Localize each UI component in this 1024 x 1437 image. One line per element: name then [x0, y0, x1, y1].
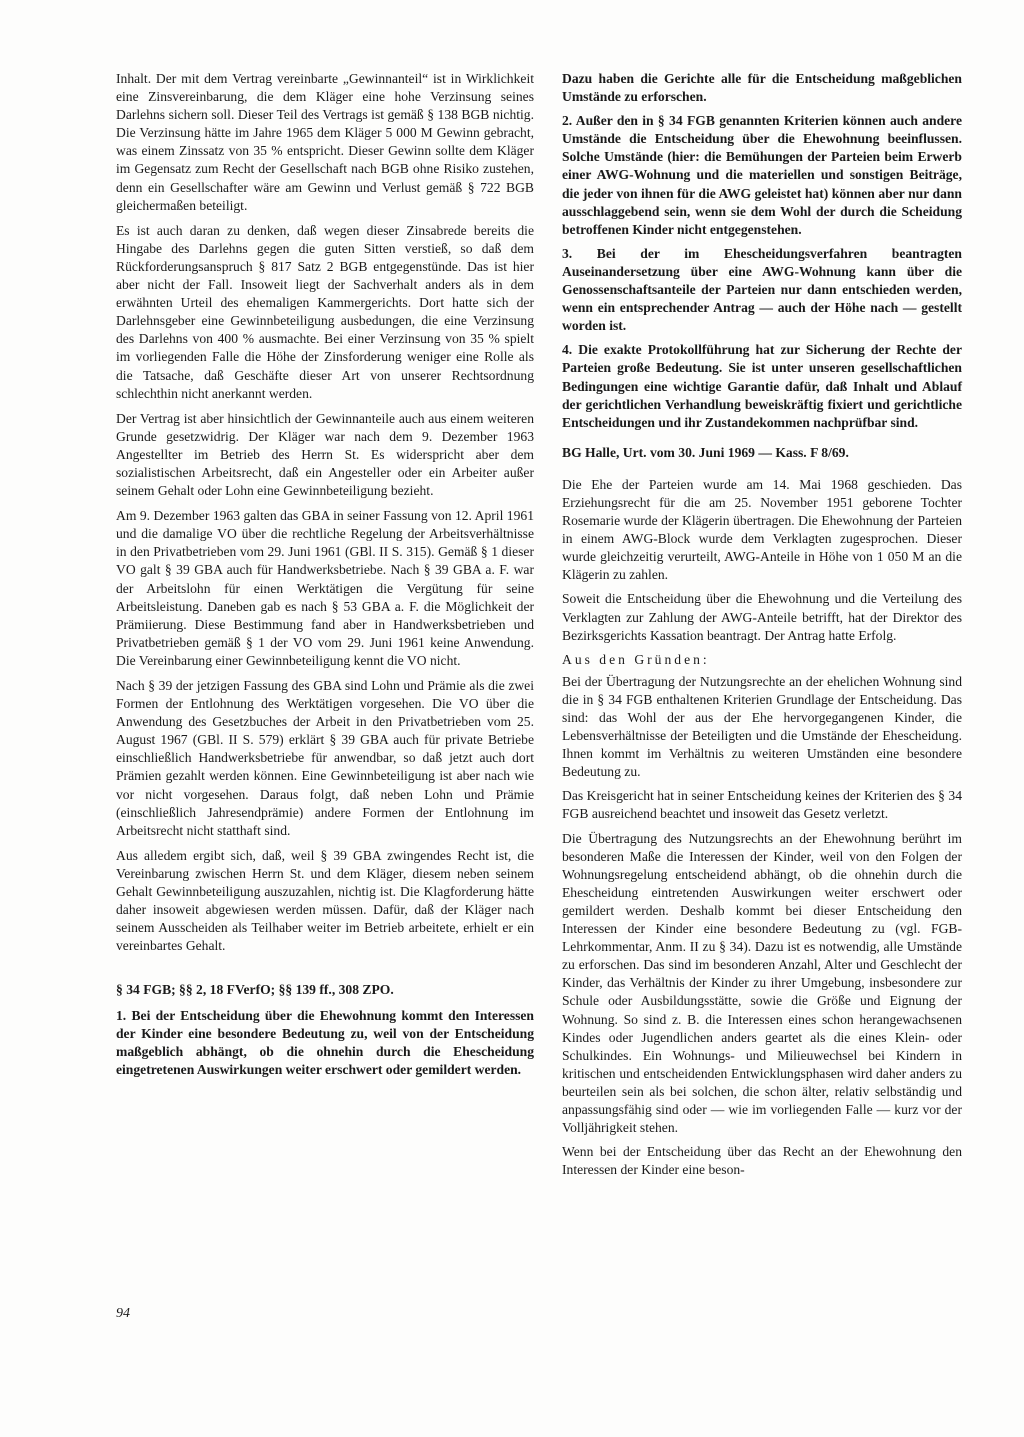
page-number: 94 — [116, 1306, 130, 1321]
section-heading: § 34 FGB; §§ 2, 18 FVerfO; §§ 139 ff., 308 ZPO. — [116, 982, 394, 998]
paragraph: Der Vertrag ist aber hinsichtlich der Gewinnanteile auch aus einem weiteren Grunde gesetzwidrig. Der Kläger war nach dem 9. Dezember 1963 Angestellter im Betrieb des Herrn St. Es widerspricht aber dem sozialistischen Arbeitsrecht, daß ein Angesteller oder ein Arbeiter außer seinem Gehalt oder Lohn eine Gewinnbeteiligung bezieht. — [116, 410, 534, 499]
paragraph: Wenn bei der Entscheidung über das Recht an der Ehewohnung den Interessen der Kinder eine beson- — [562, 1144, 962, 1178]
headnote: 3. Bei der im Ehescheidungsverfahren beantragten Auseinandersetzung über eine AWG-Wohnung kann über die Genossenschaftsanteile der Parteien nur dann entschieden werden, wenn ein entsprechender Antrag — auch der Höhe nach — gestellt worden ist. — [562, 245, 962, 334]
paragraph: Bei der Übertragung der Nutzungsrechte an der ehelichen Wohnung sind die in § 34 FGB enthaltenen Kriterien Grundlage der Entscheidung. Das sind: das Wohl der aus der Ehe hervorgegangenen Kinder, die Lebensverhältnisse der Beteiligten und die Umstände der Ehescheidung. Ihnen kommt im Verhältnis zu weiteren Umständen eine besondere Bedeutung zu. — [562, 673, 962, 780]
paragraph: Inhalt. Der mit dem Vertrag vereinbarte „Gewinnanteil“ ist in Wirklichkeit eine Zinsvereinbarung, die dem Kläger eine hohe Verzinsung seines Darlehns sichern soll. Dieser Teil des Vertrags ist gemäß § 138 BGB nichtig. Die Verzinsung hätte im Jahre 1965 dem Kläger 5 000 M Gewinn gebracht, was einem Zinssatz von 35 % entspricht. Dieser Gewinn sollte dem Kläger im Gegensatz zum Recht der Gesellschaft nach BGB ohne Risiko zustehen, denn ein Gesellschafter wäre am Gewinn und Verlust gemäß § 722 BGB gleichermaßen beteiligt. — [116, 71, 534, 213]
paragraph: Die Übertragung des Nutzungsrechts an der Ehewohnung berührt im besonderen Maße die Interessen der Kinder, weil von den Folgen der Wohnungsregelung entscheidend abhängt, ob die ohnehin durch die Ehescheidung eintretenden Auswirkungen weiter erschwert oder gemildert werden. Deshalb kommt bei dieser Entscheidung den Interessen der Kinder eine besondere Bedeutung zu (vgl. FGB-Lehrkommentar, Anm. II zu § 34). Dazu ist es notwendig, alle Umstände zu erforschen. Das sind im besonderen Anzahl, Alter und Geschlecht der Kinder, das Verhältnis der Kinder zu ihrer Umgebung, insbesondere zur Schule oder Ausbildungsstätte, sowie die Größe und Eignung der Wohnung. So sind z. B. die Interessen eines schon herangewachsenen Kindes oder Jugendlichen anders geartet als die eines Klein- oder Schulkindes. Ein Wohnungs- und Milieuwechsel bei Kindern in kritischen und entscheidenden Entwicklungsphasen wird daher anders zu beurteilen sein als bei solchen, die schon älter, relativ selbständig und anpassungsfähig sind oder — wie im vorliegenden Falle — kurz vor der Volljährigkeit stehen. — [562, 830, 962, 1136]
paragraph: Die Ehe der Parteien wurde am 14. Mai 1968 geschieden. Das Erziehungsrecht für die am 25. November 1951 geborene Tochter Rosemarie wurde der Klägerin übertragen. Die Ehewohnung der Parteien in einem AWG-Block wurde dem Verklagten zugesprochen. Dieser wurde gleichzeitig verurteilt, AWG-Anteile in Höhe von 1 050 M an die Klägerin zu zahlen. — [562, 476, 962, 583]
headnote: 2. Außer den in § 34 FGB genannten Kriterien können auch andere Umstände die Entscheidung über die Ehewohnung beeinflussen. Solche Umstände (hier: die Bemühungen der Parteien beim Erwerb einer AWG-Wohnung und die materiellen und sonstigen Beiträge, die jeder von ihnen für die AWG geleistet hat) können aber nur dann ausschlaggebend sein, wenn sie dem Wohl der durch die Scheidung betroffenen Kinder nicht entgegenstehen. — [562, 113, 962, 237]
paragraph: Soweit die Entscheidung über die Ehewohnung und die Verteilung des Verklagten zur Zahlung der AWG-Anteile betrifft, hat der Direktor des Bezirksgerichts Kassation beantragt. Der Antrag hatte Erfolg. — [562, 591, 962, 643]
paragraph: Am 9. Dezember 1963 galten das GBA in seiner Fassung von 12. April 1961 und die damalige VO über die rechtliche Regelung der Arbeitsverhältnisse in den Privatbetrieben vom 29. Juni 1961 (GBl. II S. 315). Gemäß § 1 dieser VO galt § 39 GBA auch für Handwerksbetriebe. Nach § 39 GBA a. F. war der Arbeitslohn für einen Werktätigen die Vergütung für seine Arbeitsleistung. Daneben gab es nach § 53 GBA a. F. die Möglichkeit der Prämiierung. Diese Bestimmung fand aber in Handwerksbetrieben und Privatbetrieben gemäß § 1 der VO vom 29. Juni 1961 keine Anwendung. Die Vereinbarung einer Gewinnbeteiligung kennt die VO nicht. — [116, 508, 534, 668]
paragraph: Das Kreisgericht hat in seiner Entscheidung keines der Kriterien des § 34 FGB ausreichend beachtet und insoweit das Gesetz verletzt. — [562, 788, 962, 822]
headnote: 1. Bei der Entscheidung über die Ehewohnung kommt den Interessen der Kinder eine besondere Bedeutung zu, weil von der Entscheidung maßgeblich abhängt, ob die ohnehin durch die Ehescheidung eingetretenen Auswirkungen weiter erschwert oder gemildert werden. — [116, 1007, 534, 1077]
headnote: 4. Die exakte Protokollführung hat zur Sicherung der Rechte der Parteien große Bedeutung. Sie ist unter unseren gesellschaftlichen Bedingungen eine wichtige Garantie dafür, daß Inhalt und Ablauf der gerichtlichen Verhandlung beweiskräftig fixiert und gerichtliche Entscheidungen und ihr Zustandekommen nachprüfbar sind. — [562, 342, 962, 430]
left-column — [116, 70, 534, 1086]
headnote: Dazu haben die Gerichte alle für die Entscheidung maßgeblichen Umstände zu erforschen. — [562, 71, 962, 105]
case-citation: BG Halle, Urt. vom 30. Juni 1969 — Kass. F 8/69. — [562, 444, 849, 460]
grounds-label: Aus den Gründen: — [562, 651, 710, 667]
right-column — [562, 70, 962, 1185]
paragraph: Nach § 39 der jetzigen Fassung des GBA sind Lohn und Prämie als die zwei Formen der Entlohnung des Werktätigen vorgesehen. Die VO über die Anwendung des Gesetzbuches der Arbeit in den Privatbetrieben vom 25. August 1967 (GBl. II S. 579) erklärt § 39 GBA auch für private Betriebe einschließlich Handwerksbetriebe für anwendbar, so daß jetzt auch dort Prämien gezahlt werden können. Eine Gewinnbeteiligung ist aber nach wie vor nicht vorgesehen. Daraus folgt, daß neben Lohn und Prämie (einschließlich Jahresendprämie) andere Formen der Entlohnung im Arbeitsrecht nicht statthaft sind. — [116, 678, 534, 838]
paragraph: Aus alledem ergibt sich, daß, weil § 39 GBA zwingendes Recht ist, die Vereinbarung zwischen Herrn St. und dem Kläger, diesem neben seinem Gehalt Gewinnbeteiligung auszuzahlen, nichtig ist. Die Klagforderung hätte daher insoweit abgewiesen werden müssen. Dafür, daß der Kläger nach seinem Ausscheiden als Teilhaber weiter im Betrieb arbeitete, erhielt er ein vereinbartes Gehalt. — [116, 847, 534, 954]
paragraph: Es ist auch daran zu denken, daß wegen dieser Zinsabrede bereits die Hingabe des Darlehns gegen die guten Sitten verstieß, so daß dem Rückforderungsanspruch § 817 Satz 2 BGB entgegenstünde. Das ist hier aber nicht der Fall. Insoweit liegt der Sachverhalt anders als in dem erwähnten Urteil des ehemaligen Kammergerichts. Dort hatte sich der Darlehnsgeber eine Gewinnbeteiligung ausbedungen, die eine Verzinsung des Darlehns von 400 % ausmachte. Bei einer Verzinsung von 35 % spielt im vorliegenden Falle die Höhe der Zinsforderung weniger eine Rolle als die Tatsache, daß Geschäfte dieser Art von unserer Rechtsordnung schlechthin nicht anerkannt werden. — [116, 222, 534, 401]
